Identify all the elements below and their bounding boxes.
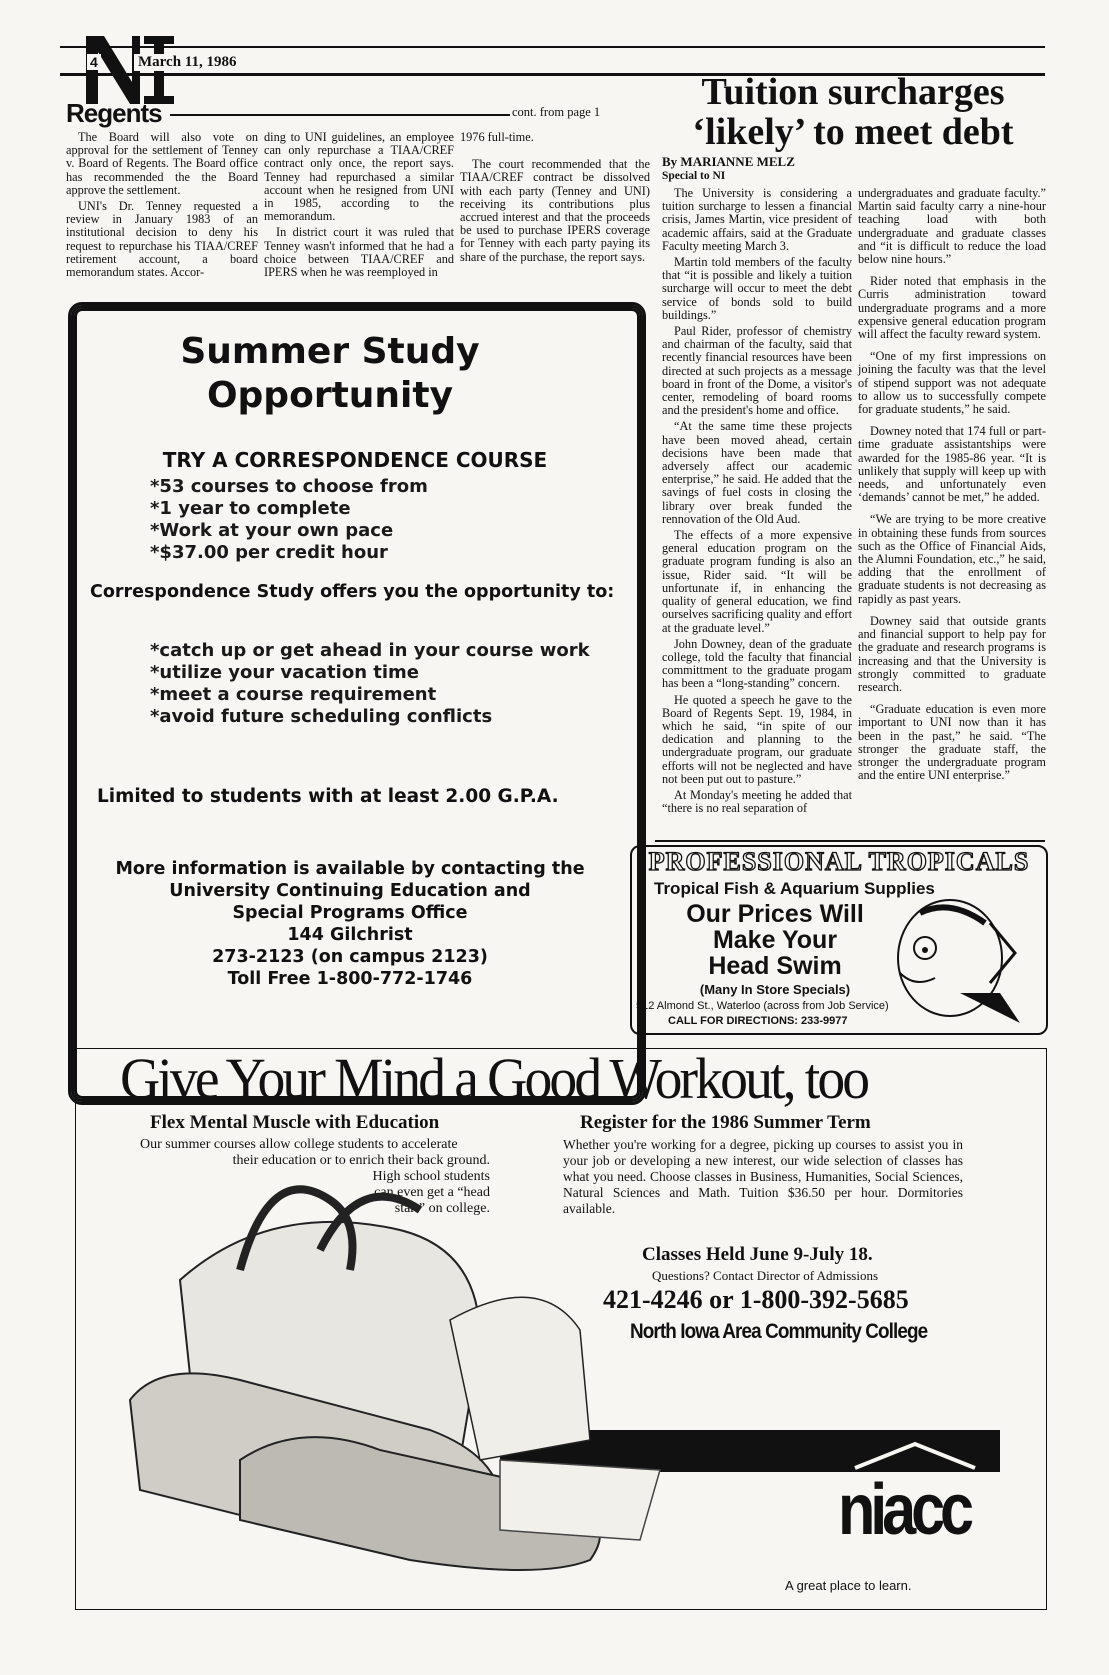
regents-column-2 xyxy=(264,131,454,282)
contact-line: University Continuing Education and xyxy=(169,881,531,901)
paragraph: Rider noted that emphasis in the Curris administration toward undergraduate programs and a more expensive general education program will affect the faculty reward system. xyxy=(858,274,1046,342)
title-line-1: Summer Study xyxy=(180,331,480,372)
paragraph: In district court it was ruled that Tenney wasn't informed that he had a choice between TIAA/CREF and IPERS when he was reemployed in xyxy=(264,225,454,280)
body-line: Our summer courses allow college students to accelerate xyxy=(140,1137,458,1152)
paragraph: 1976 full-time. xyxy=(460,130,534,144)
tropicals-address: 512 Almond St., Waterloo (across from Job Service) xyxy=(636,1000,889,1012)
gym-bag-and-shoes-illustration-icon xyxy=(120,1160,680,1590)
paragraph: “Graduate education is even more important to UNI now than it has been in the past,” he said. “The stronger the graduate staff, the stronger the undergraduate program and the entire UNI enterprise.” xyxy=(858,702,1046,783)
regents-heading: Regents xyxy=(66,98,162,128)
page-number: 4 xyxy=(87,54,101,70)
paragraph: The Board will also vote on approval for the settlement of Tenney v. Board of Regents. The Board office has recommended the the Board approve the settlement. xyxy=(66,130,258,197)
article-bottom-rule xyxy=(655,840,1045,842)
feature-item: *53 courses to choose from xyxy=(150,476,428,497)
tuition-headline xyxy=(658,72,1048,152)
paragraph: Downey said that outside grants and financial support to help pay for the graduate and research programs is increasing and that the University is strongly committed to graduate research. xyxy=(858,613,1046,694)
admissions-contact: Questions? Contact Director of Admissions xyxy=(652,1268,879,1283)
college-name: North Iowa Area Community College xyxy=(630,1320,928,1343)
slogan-line: Make Your xyxy=(712,926,838,954)
summer-ad-subtitle: TRY A CORRESPONDENCE COURSE xyxy=(162,448,548,472)
continued-note: cont. from page 1 xyxy=(512,105,601,119)
left-heading: Flex Mental Muscle with Education xyxy=(150,1112,440,1133)
offers-intro: Correspondence Study offers you the opportunity to: xyxy=(90,582,615,602)
paragraph: ding to UNI guidelines, an employee can only repurchase a TIAA/CREF contract only once, the report says. Tenney had repurchased a similar account when he resigned from UNI in 1985, according to the memorandum. xyxy=(264,130,454,224)
offer-item: *catch up or get ahead in your course work xyxy=(150,640,590,661)
body-line: High school students xyxy=(372,1169,490,1184)
byline-credit: Special to NI xyxy=(662,170,726,182)
regents-column-1 xyxy=(66,131,258,282)
headline-line-1: Tuition surcharges xyxy=(701,71,1005,113)
offer-item: *utilize your vacation time xyxy=(150,662,420,683)
class-dates: Classes Held June 9-July 18. xyxy=(642,1244,873,1265)
paragraph: At Monday's meeting he added that “there is no real separation of xyxy=(662,787,852,816)
offer-item: *meet a course requirement xyxy=(150,684,437,705)
paragraph: The court recommended that the TIAA/CREF contract be dissolved with each party (Tenney and UNI) receiving its contributions plus accrued interest and that the proceeds be used to purchase IPERS coverage for Tenney with each party paying its share of the purchase, the report says. xyxy=(460,157,650,264)
paragraph: “We are trying to be more creative in obtaining these funds from sources such as the Office of Financial Aids, the Alumni Foundation, etc.,” he said, adding that the enrollment of graduate students is not decreasing as rapidly as past years. xyxy=(858,512,1046,606)
feature-item: *$37.00 per credit hour xyxy=(150,542,388,563)
paragraph: He quoted a speech he gave to the Board of Regents Sept. 19, 1984, in which he said, “in spite of our dedication and planning to the undergraduate program, our graduate efforts will not be neglected and have not been put out to pasture.” xyxy=(662,692,852,786)
right-heading: Register for the 1986 Summer Term xyxy=(580,1112,871,1133)
summer-ad-title xyxy=(110,330,550,418)
paragraph: John Downey, dean of the graduate college, told the faculty that financial committment to the graduate progam has been a “long-standing” concern. xyxy=(662,636,852,691)
body-line: start” on college. xyxy=(394,1201,490,1216)
right-body: Whether you're working for a degree, picking up courses to assist you in your job or developing a new interest, our wide selection of classes has what you need. Choose classes in Business, Humanities, Social Sciences, Natural Sciences and Math. Tuition $36.50 per hour. Dormitories available. xyxy=(563,1137,963,1216)
offer-item: *avoid future scheduling conflicts xyxy=(150,706,493,727)
paragraph: UNI's Dr. Tenney requested a review in January 1983 of an institutional decision to deny his request to repurchase his TIAA/CREF retirement account, a board memorandum states. Accor- xyxy=(66,199,258,280)
paragraph: Paul Rider, professor of chemistry and chairman of the faculty, said that recently financial resources have been directed at such projects as a message board in front of the Dome, a visitor's center, remodeling of board rooms and the president's home and office. xyxy=(662,324,852,418)
tuition-column-1 xyxy=(662,187,852,818)
feature-item: *Work at your own pace xyxy=(150,520,394,541)
tropicals-name: PROFESSIONAL TROPICALS xyxy=(648,847,1030,876)
issue-date: March 11, 1986 xyxy=(134,54,240,71)
body-line: their education or to enrich their back ground. xyxy=(232,1153,490,1168)
body-line: can even get a “head xyxy=(374,1185,490,1200)
byline: By MARIANNE MELZ xyxy=(662,154,795,169)
slogan-line: Our Prices Will xyxy=(686,900,864,928)
contact-line: More information is available by contacting the xyxy=(115,859,585,879)
niacc-slogan: A great place to learn. xyxy=(785,1578,912,1593)
regents-rule xyxy=(170,114,510,116)
contact-line: 144 Gilchrist xyxy=(287,925,413,945)
paragraph: The effects of a more expensive general education program on the graduate program funding is also an issue, Rider said. “It will be unfortunate if, in enhancing the quality of general education, we find ourselves sacrificing quality and effort at the graduate level.” xyxy=(662,528,852,635)
contact-info xyxy=(90,858,610,990)
contact-line: Special Programs Office xyxy=(232,903,468,923)
feature-item: *1 year to complete xyxy=(150,498,351,519)
masthead-top-rule xyxy=(60,46,1045,48)
contact-line: 273-2123 (on campus 2123) xyxy=(212,947,488,967)
paragraph: “At the same time these projects have been moved ahead, certain decisions have been made that adversely affect our academic enterprise,” he said. He added that the savings of fuel costs in closing the library over break funded the rennovation of the Old Aud. xyxy=(662,419,852,526)
niacc-headline: Give Your Mind a Good Workout, too xyxy=(120,1046,868,1111)
paragraph: Downey noted that 174 full or part-time graduate assistantships were awarded for the 1985-86 year. “It is unlikely that supply will keep up with needs, and unfortunately even ‘demands’ cannot be met,” he added. xyxy=(858,424,1046,505)
logo-roof-icon xyxy=(850,1440,980,1470)
paragraph: “One of my first impressions on joining the faculty was that the level of stipend support was not adequate to allow us to successfully compete for graduate students,” he said. xyxy=(858,349,1046,417)
tropicals-specials: (Many In Store Specials) xyxy=(699,982,851,997)
fish-illustration-icon xyxy=(880,893,1045,1033)
slogan-line: Head Swim xyxy=(708,952,842,980)
contact-line: Toll Free 1-800-772-1746 xyxy=(227,969,473,989)
paragraph: Martin told members of the faculty that “it is possible and likely a tuition surcharge will occur to meet the debt service of bonds sold to build buildings.” xyxy=(662,255,852,322)
niacc-logo: niacc xyxy=(838,1470,970,1550)
paragraph: undergraduates and graduate faculty.” Martin said faculty carry a nine-hour teaching load with both undergraduate and graduate classes and “it is difficult to reduce the load below nine hours.” xyxy=(858,186,1046,267)
tropicals-slogan xyxy=(640,901,910,979)
title-line-2: Opportunity xyxy=(206,375,454,416)
regents-column-3 xyxy=(460,131,650,267)
headline-line-2: ‘likely’ to meet debt xyxy=(692,111,1014,153)
gpa-restriction: Limited to students with at least 2.00 G.P.A. xyxy=(97,786,559,807)
phone-numbers: 421-4246 or 1-800-392-5685 xyxy=(603,1285,909,1314)
tuition-column-2 xyxy=(858,187,1046,785)
tropicals-phone: CALL FOR DIRECTIONS: 233-9977 xyxy=(668,1015,848,1027)
tropicals-tagline: Tropical Fish & Aquarium Supplies xyxy=(654,879,935,898)
paragraph: The University is considering a tuition surcharge to lessen a financial crisis, James Martin, vice president of academic affairs, said at the Graduate Faculty meeting March 3. xyxy=(662,186,852,253)
